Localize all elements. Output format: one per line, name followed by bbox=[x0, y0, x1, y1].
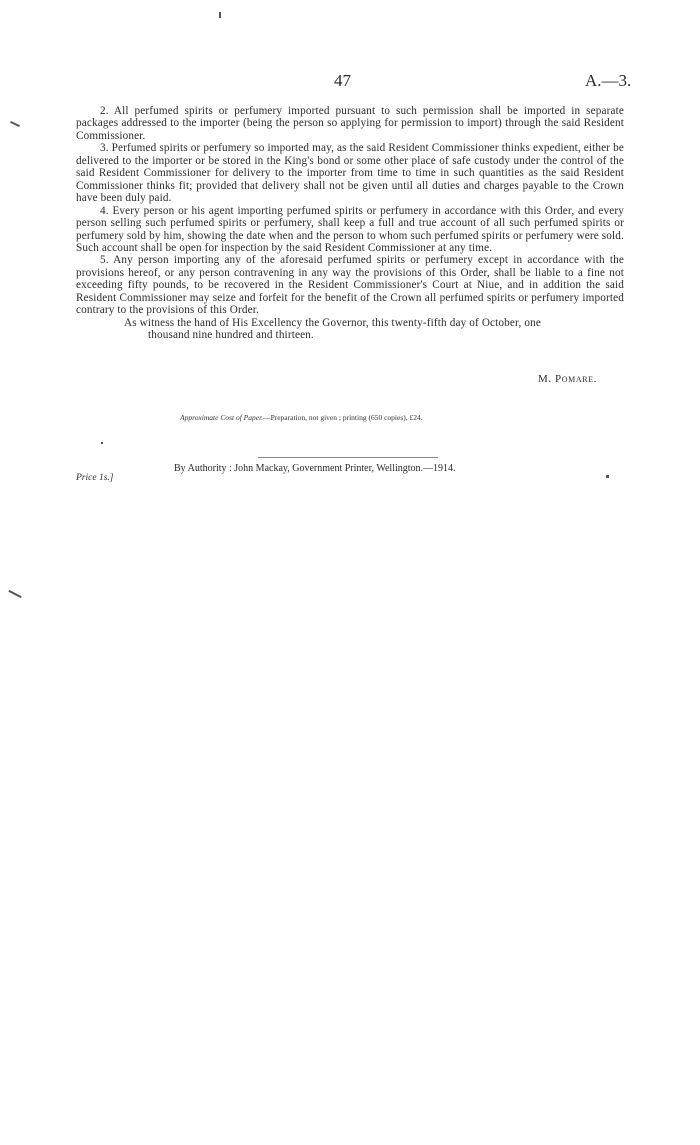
price-note: Price 1s.] bbox=[76, 473, 114, 483]
cost-label: Approximate Cost of Paper. bbox=[180, 413, 264, 422]
scan-speck bbox=[8, 590, 21, 598]
scan-speck bbox=[219, 12, 221, 18]
paragraph-3: 3. Perfumed spirits or perfumery so imported may, as the said Resident Commissioner thinks expedient, either be delivered to the importer or be stored in the King's bond or some other place of safe custody under the control of the said Resident Commissioner for delivery to the importer from time to time in such quantities as the said Resident Commissioner thinks fit; provided that delivery shall not be given until all duties and charges payable to the Crown have been duly paid. bbox=[76, 142, 624, 205]
witness-clause bbox=[76, 317, 624, 342]
witness-line-2: thousand nine hundred and thirteen. bbox=[148, 329, 314, 342]
order-text bbox=[76, 105, 624, 342]
witness-line-1: As witness the hand of His Excellency the Governor, this twenty-fifth day of October, one bbox=[124, 316, 541, 329]
cost-text: —Preparation, not given ; printing (650 copies), £24. bbox=[263, 413, 423, 422]
scan-speck bbox=[10, 121, 20, 127]
paragraph-4: 4. Every person or his agent importing perfumed spirits or perfumery in accordance with this Order, and every person selling such perfumed spirits or perfumery, shall keep a full and true account of all such perfumed spirits or perfumery sold by him, showing the date when and the person to whom such perfumed spirits or perfumery were sold. Such account shall be open for inspection by the said Resident Commissioner at any time. bbox=[76, 204, 624, 254]
page-number: 47 bbox=[334, 71, 351, 90]
printer-imprint: By Authority : John Mackay, Government Printer, Wellington.—1914. bbox=[174, 463, 456, 474]
scan-speck bbox=[606, 475, 609, 478]
signature: M. Pomare. bbox=[537, 373, 597, 385]
scan-speck bbox=[101, 442, 103, 444]
paragraph-5: 5. Any person importing any of the aforesaid perfumed spirits or perfumery except in accordance with the provisions hereof, or any person contravening in any way the provisions of this Order, shall be liable to a fine not exceeding fifty pounds, to be recovered in the Resident Commissioner's Court at Niue, and in addition the said Resident Commissioner may seize and forfeit for the benefit of the Crown all perfumed spirits or perfumery imported contrary to the provisions of this Order. bbox=[76, 254, 624, 317]
cost-note bbox=[180, 413, 423, 422]
footer-rule bbox=[258, 457, 438, 458]
document-reference: A.—3. bbox=[585, 71, 632, 90]
paragraph-2: 2. All perfumed spirits or perfumery imported pursuant to such permission shall be imported in separate packages addressed to the importer (being the person so applying for permission to import) through the said Resident Commissioner. bbox=[76, 105, 624, 142]
